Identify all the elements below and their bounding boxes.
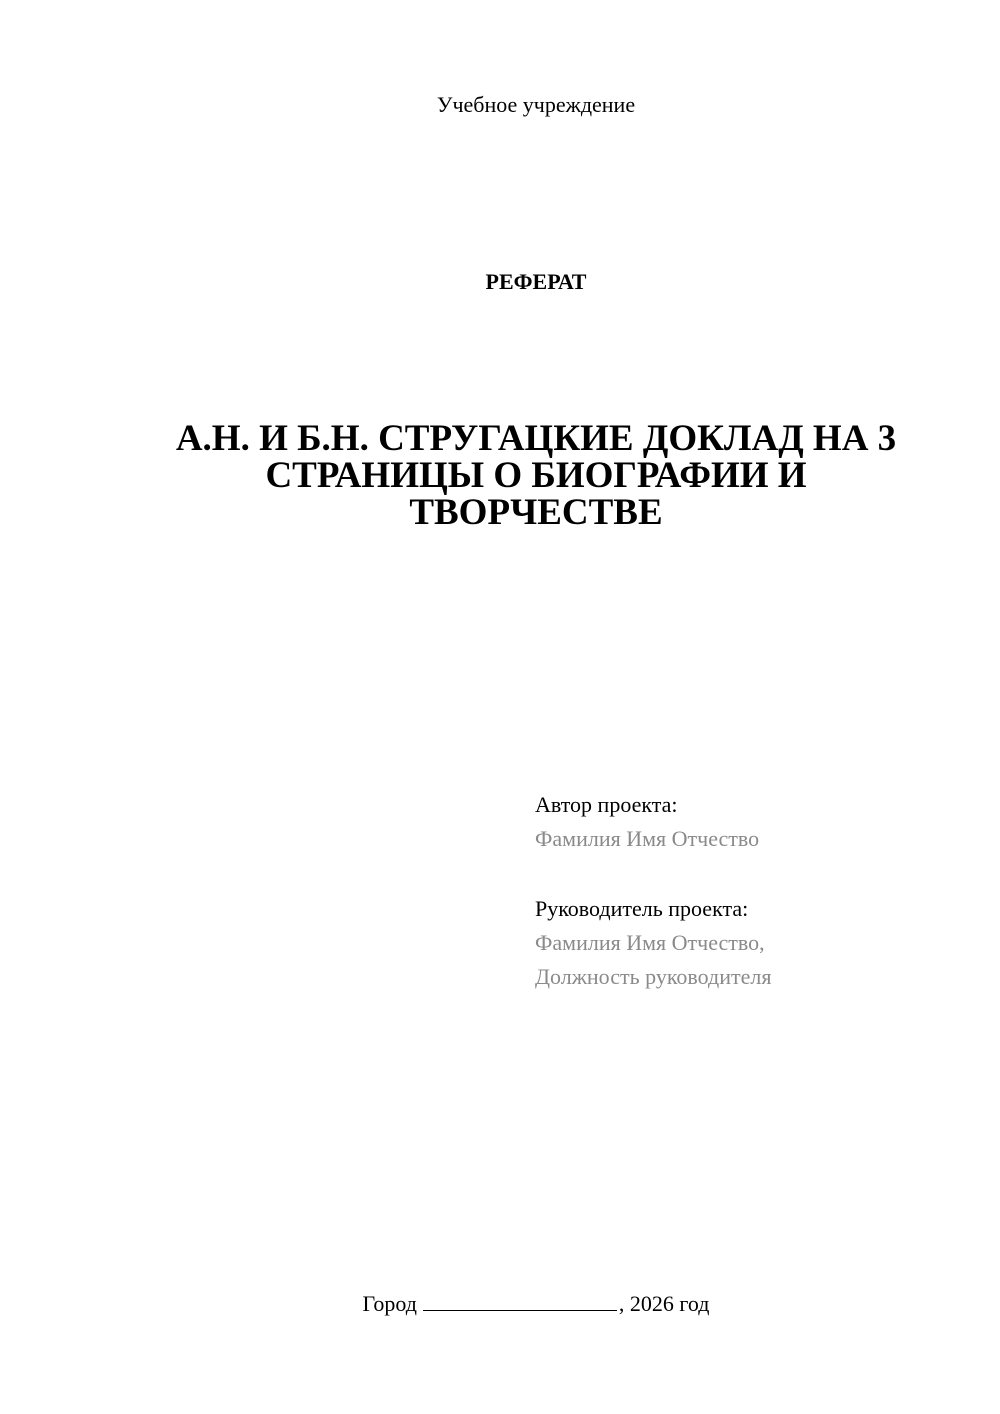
- supervisor-position: Должность руководителя: [535, 964, 772, 989]
- author-name: Фамилия Имя Отчество: [535, 826, 760, 851]
- document-type-label: РЕФЕРАТ: [485, 269, 587, 294]
- credits-block: [535, 788, 975, 994]
- year-text: , 2026 год: [618, 1291, 710, 1316]
- supervisor-name: Фамилия Имя Отчество,: [535, 930, 765, 955]
- institution-name: Учебное учреждение: [436, 92, 636, 117]
- footer-city-year: [0, 1290, 1000, 1318]
- city-blank-line: [423, 1290, 617, 1311]
- city-label: Город: [362, 1291, 417, 1316]
- document-title-line: А.Н. И Б.Н. СТРУГАЦКИЕ ДОКЛАД НА 3: [175, 418, 897, 459]
- document-title-line: СТРАНИЦЫ О БИОГРАФИИ И: [265, 455, 807, 496]
- document-title: [150, 420, 922, 531]
- credits-spacer: [535, 856, 975, 892]
- author-label: Автор проекта:: [535, 792, 678, 817]
- document-title-line: ТВОРЧЕСТВЕ: [409, 492, 663, 533]
- supervisor-label: Руководитель проекта:: [535, 896, 749, 921]
